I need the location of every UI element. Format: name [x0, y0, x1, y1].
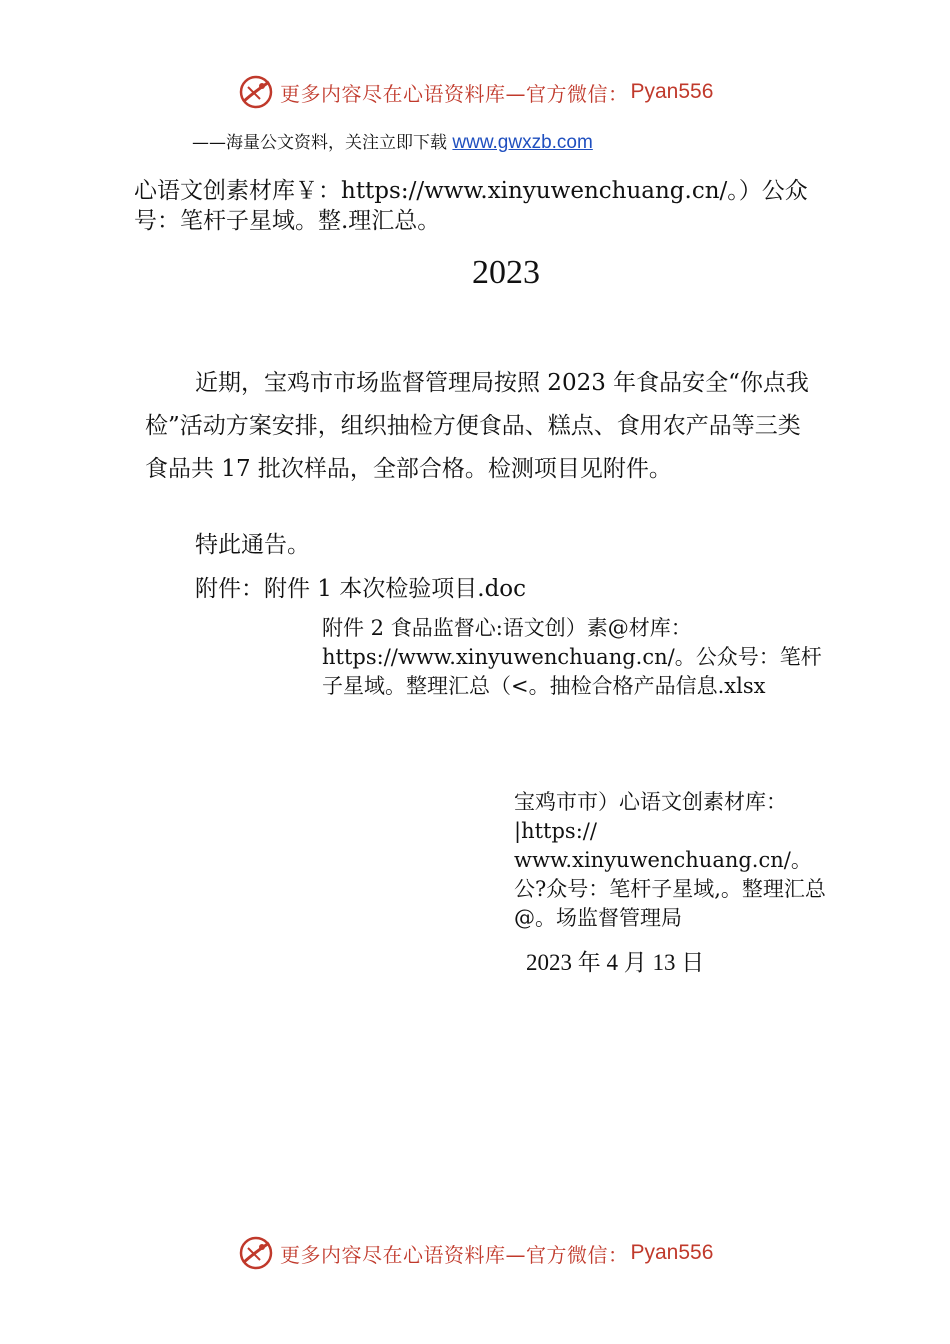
download-tagline	[192, 128, 593, 154]
body-paragraph: 近期，宝鸡市市场监督管理局按照 2023 年食品安全“你点我检”活动方案安排，组织抽检方便食品、糕点、食用农产品等三类食品共 17 批次样品，全部合格。检测项目见附件。	[145, 370, 809, 482]
watermark-banner-bottom	[238, 1233, 713, 1273]
watermark-text: 更多内容尽在心语资料库—官方微信：	[280, 1242, 629, 1267]
signature-line-3: www.xinyuwenchuang.cn/。	[514, 848, 812, 872]
document-date: 2023 年 4 月 13 日	[526, 950, 705, 975]
site-link[interactable]: www.gwxzb.com	[452, 132, 593, 153]
tagline-text: ——海量公文资料，关注立即下载	[192, 133, 453, 153]
signature-line-1: 宝鸡市市）心语文创素材库：	[514, 790, 787, 814]
watermark-text: 更多内容尽在心语资料库—官方微信：	[280, 81, 629, 106]
signature-line-2: |https://	[514, 819, 597, 843]
document-year-title: 2023	[472, 254, 540, 291]
watermark-wechat-id: Pyan556	[630, 80, 714, 103]
notice-line: 特此通告。	[195, 532, 310, 558]
seal-logo-icon	[238, 74, 274, 110]
document-head-line: 心语文创素材库￥：https://www.xinyuwenchuang.cn/。）公众号：笔杆子星域。整.理汇总。	[134, 178, 808, 234]
signature-line-4: 公?众号：笔杆子星域,。整理汇总@。场监督管理局	[514, 877, 826, 930]
seal-logo-icon	[238, 1235, 274, 1271]
attachment-1: 附件：附件 1 本次检验项目.doc	[195, 576, 527, 602]
attachment-2: 附件 2 食品监督心:语文创）素@材库：https://www.xinyuwenchuang.cn/。公众号：笔杆子星域。整理汇总（<。抽检合格产品信息.xlsx	[322, 616, 822, 698]
watermark-wechat-id: Pyan556	[630, 1241, 714, 1264]
watermark-banner-top	[238, 72, 713, 112]
signature-block	[514, 788, 844, 933]
